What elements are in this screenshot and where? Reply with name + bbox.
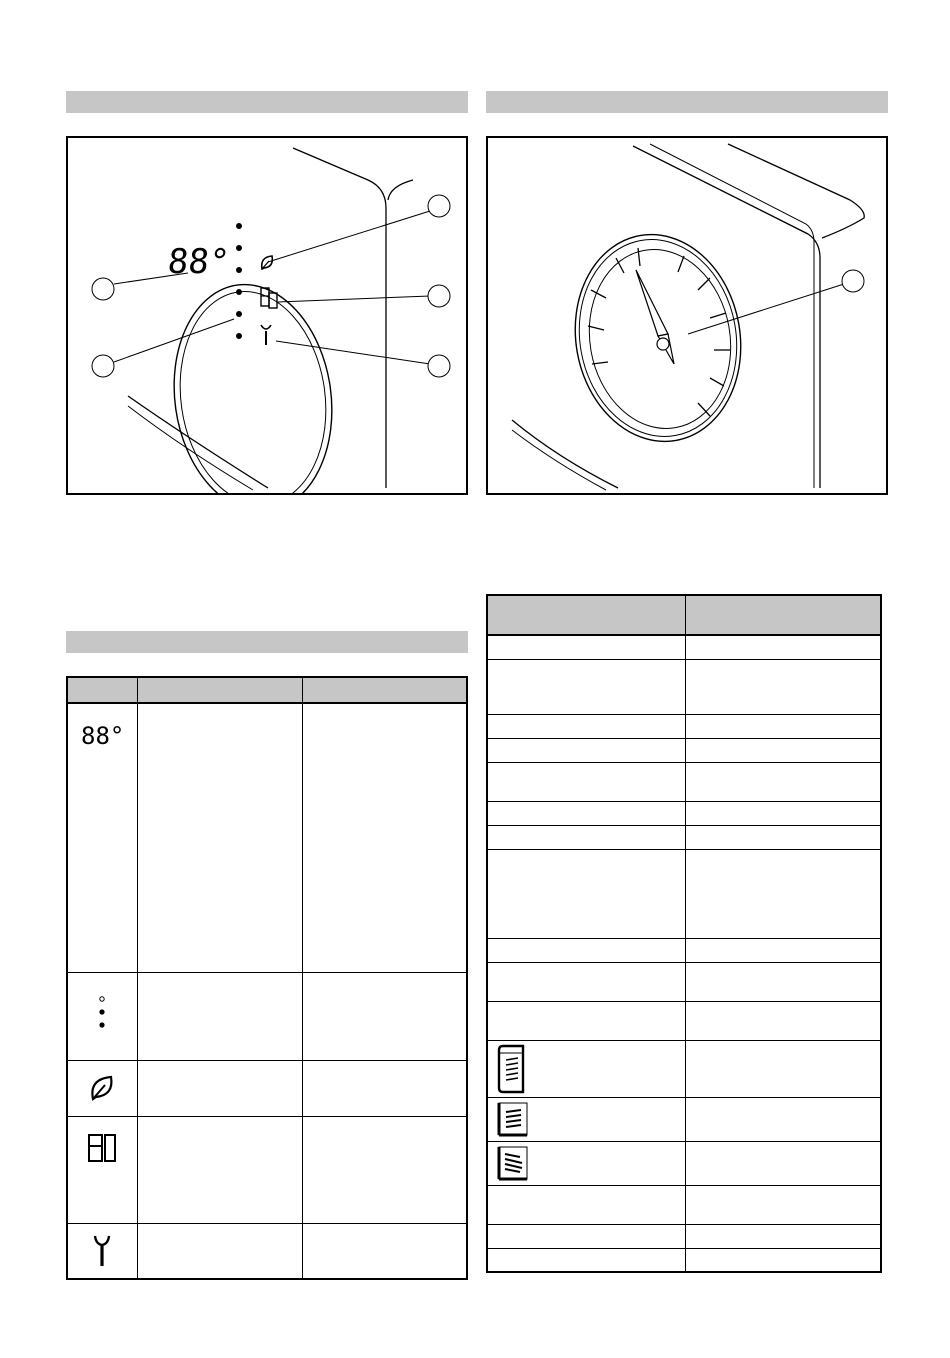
table-header-row: [487, 595, 881, 635]
table-row: [67, 1116, 467, 1223]
wrench-icon: [92, 1234, 112, 1268]
status-dot: [236, 267, 242, 273]
status-dot: [236, 289, 242, 295]
wrench-icon: [261, 325, 271, 345]
table-cell: [487, 659, 685, 714]
table-icon-cell: [67, 703, 137, 972]
table-header-cell: [487, 595, 685, 635]
table-cell: [137, 1116, 302, 1223]
eco-leaf-icon: [262, 256, 273, 269]
callout-circle: [428, 355, 450, 377]
status-dots-icon: [92, 991, 112, 1035]
table-row: [487, 801, 881, 825]
table-header-cell: [685, 595, 881, 635]
table-cell: [487, 714, 685, 738]
table-icon-cell: [487, 1141, 685, 1185]
table-row: [67, 703, 467, 972]
table-cell: [685, 801, 881, 825]
table-row: [487, 714, 881, 738]
panel-outer-ring: [160, 274, 346, 495]
table-cell: [137, 972, 302, 1060]
table-icon-cell: [487, 1097, 685, 1141]
table-icon-cell: [487, 1040, 685, 1097]
thermometer-illustration: [488, 138, 888, 495]
table-row: [487, 1001, 881, 1040]
table-cell: [685, 938, 881, 962]
table-row: [487, 762, 881, 801]
table-cell: [685, 762, 881, 801]
gauge-needle: [636, 270, 674, 364]
gauge-bezel-outer: [559, 221, 757, 454]
table-row: [487, 738, 881, 762]
panel-inner-ring: [167, 282, 339, 495]
gauge-bezel-inner: [564, 227, 752, 449]
table-row: [487, 962, 881, 1001]
table-row: [67, 1223, 467, 1279]
control-panel-illustration: [68, 138, 468, 495]
callout-circle: [92, 355, 114, 377]
display-digits: 88°: [165, 242, 232, 282]
thermometer-figure: [486, 136, 888, 495]
table-cell: [487, 738, 685, 762]
table-row: [487, 825, 881, 849]
table-cell: [487, 1224, 685, 1248]
table-cell: [685, 1001, 881, 1040]
table-cell: [685, 1185, 881, 1224]
table-cell: [487, 1185, 685, 1224]
table-row: [487, 849, 881, 938]
table-cell: [685, 1248, 881, 1272]
table-cell: [685, 1224, 881, 1248]
status-dot: [236, 223, 242, 229]
table-header-cell: [137, 677, 302, 703]
section-bar-left-top: [66, 91, 468, 113]
window-panel-icon: [261, 288, 277, 308]
table-header-cell: [67, 677, 137, 703]
table-row: [487, 1224, 881, 1248]
table-row: [487, 1248, 881, 1272]
straight-fins-icon: [496, 1100, 530, 1138]
table-cell: [302, 1060, 467, 1116]
status-dot: [236, 245, 242, 251]
table-cell: [487, 825, 685, 849]
symbol-legend-table: [66, 676, 468, 1280]
table-header-row: [67, 677, 467, 703]
svg-text:88°: 88°: [81, 722, 125, 750]
table-row: [67, 972, 467, 1060]
table-cell: [137, 703, 302, 972]
table-icon-cell: [67, 1060, 137, 1116]
digital-display-icon: [77, 712, 127, 752]
table-cell: [685, 1040, 881, 1097]
table-row: [487, 1141, 881, 1185]
status-dot: [236, 311, 242, 317]
table-cell: [302, 1116, 467, 1223]
table-header-cell: [302, 677, 467, 703]
table-row: [487, 659, 881, 714]
specification-table: [486, 594, 882, 1273]
table-row: [487, 1185, 881, 1224]
radiator-panel-icon: [496, 1044, 526, 1094]
table-row: [67, 1060, 467, 1116]
table-icon-cell: [67, 1116, 137, 1223]
table-cell: [685, 1141, 881, 1185]
table-cell: [685, 738, 881, 762]
section-bar-right-top: [486, 91, 888, 113]
callout-circle: [428, 195, 450, 217]
table-row: [487, 635, 881, 659]
eco-leaf-icon: [87, 1073, 117, 1103]
table-cell: [685, 635, 881, 659]
table-cell: [487, 801, 685, 825]
table-cell: [137, 1223, 302, 1279]
table-cell: [487, 1248, 685, 1272]
table-cell: [487, 1001, 685, 1040]
table-cell: [302, 972, 467, 1060]
section-bar-left-table: [66, 631, 468, 653]
table-icon-cell: [67, 1223, 137, 1279]
status-dot: [236, 333, 242, 339]
table-cell: [137, 1060, 302, 1116]
callout-circle: [842, 270, 864, 292]
table-row: [487, 938, 881, 962]
table-cell: [685, 714, 881, 738]
table-row: [487, 1040, 881, 1097]
table-cell: [685, 1097, 881, 1141]
table-cell: [685, 659, 881, 714]
table-icon-cell: [67, 972, 137, 1060]
table-cell: [487, 962, 685, 1001]
table-cell: [685, 849, 881, 938]
table-cell: [302, 1223, 467, 1279]
table-cell: [685, 962, 881, 1001]
table-cell: [487, 849, 685, 938]
table-cell: [685, 825, 881, 849]
callout-circle: [428, 285, 450, 307]
table-cell: [487, 635, 685, 659]
callout-circle: [92, 278, 114, 300]
table-cell: [487, 762, 685, 801]
window-panel-icon: [85, 1133, 119, 1163]
table-cell: [302, 703, 467, 972]
control-panel-figure: [66, 136, 468, 495]
angled-fins-icon: [496, 1144, 530, 1182]
table-cell: [487, 938, 685, 962]
table-row: [487, 1097, 881, 1141]
